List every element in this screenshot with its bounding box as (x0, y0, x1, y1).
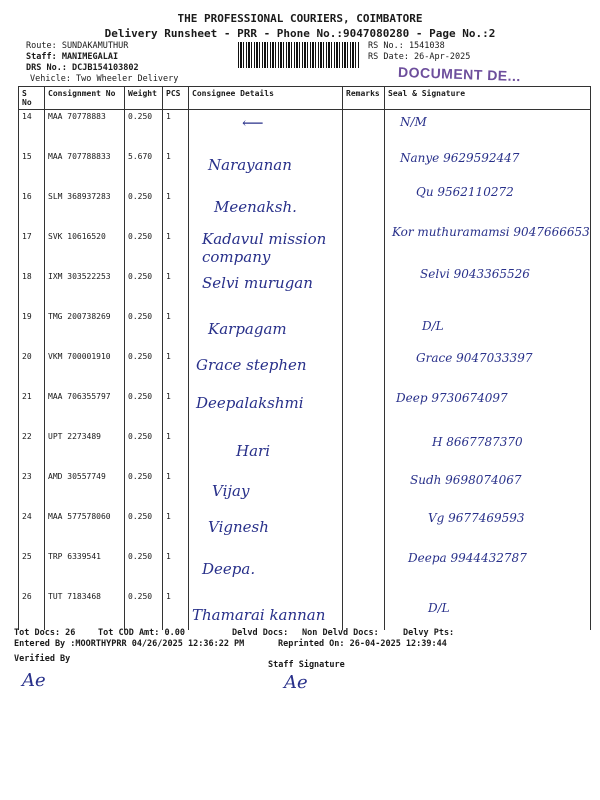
handwritten-consignee-name: Vignesh (208, 518, 269, 536)
handwritten-consignee-name: Deepalakshmi (196, 394, 304, 412)
cell-consignment-no (45, 190, 125, 230)
cell-seal-signature (385, 590, 591, 630)
handwritten-consignee-name: Narayanan (208, 156, 292, 174)
cell-seal-signature (385, 390, 591, 430)
cell-weight (125, 150, 163, 190)
cell-pcs (163, 390, 189, 430)
cell-seal-signature (385, 267, 591, 310)
handwritten-signature: Selvi 9043365526 (420, 267, 530, 281)
cell-pcs (163, 110, 189, 151)
cell-consignee (189, 310, 343, 350)
verified-signature: Ae (22, 670, 46, 691)
cell-seal-signature (385, 110, 591, 151)
cell-pcs (163, 470, 189, 510)
cell-pcs-text: 1 (166, 352, 171, 361)
cell-sno-text: 20 (22, 352, 32, 361)
cell-weight-text: 0.250 (128, 472, 153, 481)
cell-consignment-no (45, 590, 125, 630)
cell-pcs (163, 510, 189, 550)
cell-pcs-text: 1 (166, 392, 171, 401)
cell-weight (125, 390, 163, 430)
staff-signature: Ae (284, 672, 308, 693)
route-label: Route: SUNDAKAMUTHUR (26, 41, 129, 51)
cell-remarks (343, 150, 385, 190)
handwritten-consignee-name: Vijay (212, 482, 250, 500)
delvy-pts: Delvy Pts: (403, 628, 455, 638)
cell-consignment-no-text: MAA 707788833 (48, 152, 111, 161)
cell-consignment-no-text: SVK 10616520 (48, 232, 106, 241)
cell-consignment-no-text: MAA 70778883 (48, 112, 106, 121)
cell-pcs (163, 270, 189, 310)
cell-weight (125, 550, 163, 590)
cell-remarks (343, 510, 385, 550)
cell-consignment-no-text: TMG 200738269 (48, 312, 111, 321)
cell-consignment-no-text: MAA 577578060 (48, 512, 111, 521)
handwritten-signature: H 8667787370 (432, 435, 523, 449)
cell-remarks (343, 350, 385, 390)
cell-consignee (189, 590, 343, 630)
table-row (19, 110, 591, 151)
cell-sno (19, 470, 45, 510)
cell-consignee (189, 510, 343, 550)
cell-pcs-text: 1 (166, 472, 171, 481)
cell-consignment-no (45, 390, 125, 430)
table-row (19, 310, 591, 350)
cell-seal-signature (385, 225, 591, 270)
cell-consignment-no (45, 110, 125, 151)
cell-consignee (189, 190, 343, 230)
cell-weight (125, 190, 163, 230)
cell-remarks (343, 270, 385, 310)
cell-weight-text: 0.250 (128, 592, 153, 601)
rs-number: RS No.: 1541038 (368, 41, 445, 51)
cell-consignee (189, 110, 343, 151)
table-row (19, 230, 591, 270)
cell-sno-text: 16 (22, 192, 32, 201)
cell-pcs-text: 1 (166, 272, 171, 281)
cell-weight-text: 0.250 (128, 352, 153, 361)
cell-pcs-text: 1 (166, 432, 171, 441)
cell-pcs-text: 1 (166, 592, 171, 601)
cell-weight-text: 0.250 (128, 272, 153, 281)
cell-consignee (189, 550, 343, 590)
cell-seal-signature (385, 350, 591, 390)
cell-consignment-no (45, 150, 125, 190)
cell-consignment-no-text: SLM 368937283 (48, 192, 111, 201)
cell-weight-text: 0.250 (128, 112, 153, 121)
cell-sno (19, 510, 45, 550)
cell-remarks (343, 190, 385, 230)
table-row (19, 150, 591, 190)
table-row (19, 350, 591, 390)
cell-sno-text: 18 (22, 272, 32, 281)
cell-pcs (163, 590, 189, 630)
cell-pcs (163, 430, 189, 470)
cell-sno-text: 22 (22, 432, 32, 441)
tot-docs: Tot Docs: 26 (14, 628, 76, 638)
handwritten-signature: D/L (428, 601, 450, 615)
cell-consignment-no (45, 430, 125, 470)
cell-seal-signature (385, 430, 591, 470)
cell-remarks (343, 390, 385, 430)
company-title: THE PROFESSIONAL COURIERS, COIMBATORE (177, 12, 423, 25)
handwritten-consignee-name: Karpagam (208, 320, 287, 338)
header-seal-signature: Seal & Signature (385, 87, 591, 110)
cell-sno (19, 190, 45, 230)
cell-pcs-text: 1 (166, 552, 171, 561)
cell-weight-text: 0.250 (128, 512, 153, 521)
cell-seal-signature (385, 470, 591, 510)
cell-consignment-no-text: IXM 303522253 (48, 272, 111, 281)
cell-pcs-text: 1 (166, 192, 171, 201)
cell-sno-text: 24 (22, 512, 32, 521)
table-row (19, 510, 591, 550)
table-row (19, 430, 591, 470)
table-header-row (19, 87, 591, 110)
cell-consignment-no (45, 310, 125, 350)
cell-remarks (343, 310, 385, 350)
cell-consignee (189, 350, 343, 390)
runsheet-table (18, 86, 591, 630)
cell-consignment-no (45, 510, 125, 550)
cell-consignment-no (45, 230, 125, 270)
drs-label: DRS No.: DCJB154103802 (26, 63, 139, 73)
cell-sno-text: 25 (22, 552, 32, 561)
barcode (238, 42, 360, 68)
cell-sno (19, 350, 45, 390)
cell-pcs (163, 190, 189, 230)
cell-consignee (189, 470, 343, 510)
cell-pcs (163, 550, 189, 590)
cell-sno-text: 26 (22, 592, 32, 601)
cell-seal-signature (385, 185, 591, 230)
staff-label: Staff: MANIMEGALAI (26, 52, 119, 62)
cell-consignee (189, 230, 343, 270)
table-row (19, 590, 591, 630)
cell-sno (19, 110, 45, 151)
handwritten-consignee-name: Deepa. (202, 560, 256, 578)
cell-weight-text: 0.250 (128, 392, 153, 401)
cell-consignment-no (45, 470, 125, 510)
cell-weight (125, 470, 163, 510)
table-row (19, 390, 591, 430)
handwritten-consignee-name: Selvi murugan (202, 274, 313, 292)
cell-consignment-no (45, 550, 125, 590)
header-consignment: Consignment No (45, 87, 125, 110)
cell-pcs (163, 350, 189, 390)
cell-remarks (343, 590, 385, 630)
cell-seal-signature (385, 550, 591, 590)
header-pcs: PCS (163, 87, 189, 110)
header-consignee: Consignee Details (189, 87, 343, 110)
cell-seal-signature (385, 510, 591, 550)
handwritten-consignee-name: Meenaksh. (214, 198, 297, 216)
handwritten-signature: Vg 9677469593 (428, 511, 525, 525)
cell-weight-text: 0.250 (128, 432, 153, 441)
cell-pcs-text: 1 (166, 152, 171, 161)
cell-pcs-text: 1 (166, 512, 171, 521)
rs-date: RS Date: 26-Apr-2025 (368, 52, 471, 62)
cell-consignment-no (45, 270, 125, 310)
cell-sno-text: 21 (22, 392, 32, 401)
cell-consignee (189, 150, 343, 190)
document-stamp: DOCUMENT DE... (397, 63, 522, 85)
cell-remarks (343, 430, 385, 470)
cell-sno-text: 14 (22, 112, 32, 121)
vehicle-label: Vehicle: Two Wheeler Delivery (30, 74, 179, 84)
cell-consignee (189, 390, 343, 430)
handwritten-consignee-name: Thamarai kannan (192, 606, 326, 624)
cell-pcs-text: 1 (166, 312, 171, 321)
entered-by: Entered By :MOORTHYPRR 04/26/2025 12:36:22 PM (14, 639, 245, 649)
handwritten-signature: D/L (422, 319, 444, 333)
cell-consignment-no-text: VKM 700001910 (48, 352, 111, 361)
handwritten-signature: Kor muthuramamsi 9047666653 (392, 225, 590, 239)
cell-sno (19, 310, 45, 350)
cell-consignment-no-text: MAA 706355797 (48, 392, 111, 401)
cell-weight (125, 510, 163, 550)
cell-sno-text: 19 (22, 312, 32, 321)
cell-seal-signature (385, 150, 591, 190)
cell-sno (19, 550, 45, 590)
header-weight: Weight (125, 87, 163, 110)
cell-weight (125, 110, 163, 151)
cell-remarks (343, 470, 385, 510)
cell-seal-signature (385, 310, 591, 350)
reprinted-on: Reprinted On: 26-04-2025 12:39:44 (278, 639, 447, 649)
tot-cod-amt: Tot COD Amt: 0.00 (98, 628, 185, 638)
cell-sno (19, 390, 45, 430)
cell-sno (19, 270, 45, 310)
verified-by-label: Verified By (14, 654, 71, 664)
cell-consignment-no-text: TUT 7183468 (48, 592, 101, 601)
header-sno: S No (19, 87, 45, 110)
handwritten-consignee-name: Kadavul mission company (202, 230, 327, 266)
handwritten-consignee-name: Grace stephen (196, 356, 307, 374)
cell-weight-text: 0.250 (128, 552, 153, 561)
handwritten-consignee-name: ⟵ (242, 114, 264, 132)
cell-consignee (189, 270, 343, 310)
cell-weight (125, 430, 163, 470)
cell-sno-text: 23 (22, 472, 32, 481)
cell-weight (125, 270, 163, 310)
cell-weight-text: 0.250 (128, 312, 153, 321)
cell-pcs (163, 310, 189, 350)
cell-consignment-no (45, 350, 125, 390)
cell-consignment-no-text: TRP 6339541 (48, 552, 101, 561)
delvd-docs: Delvd Docs: (232, 628, 289, 638)
cell-weight-text: 0.250 (128, 232, 153, 241)
cell-weight (125, 230, 163, 270)
handwritten-signature: Nanye 9629592447 (400, 151, 520, 165)
table-row (19, 470, 591, 510)
table-row (19, 190, 591, 230)
cell-weight-text: 5.670 (128, 152, 153, 161)
handwritten-signature: Qu 9562110272 (416, 185, 514, 199)
handwritten-signature: Sudh 9698074067 (410, 473, 522, 487)
cell-sno-text: 15 (22, 152, 32, 161)
handwritten-signature: Deep 9730674097 (396, 391, 508, 405)
staff-signature-label: Staff Signature (268, 660, 345, 670)
header-remarks: Remarks (343, 87, 385, 110)
handwritten-signature: Grace 9047033397 (416, 351, 533, 365)
cell-weight (125, 350, 163, 390)
handwritten-consignee-name: Hari (236, 442, 270, 460)
runsheet-subtitle: Delivery Runsheet - PRR - Phone No.:9047080280 - Page No.:2 (104, 27, 496, 40)
cell-pcs-text: 1 (166, 112, 171, 121)
cell-pcs (163, 230, 189, 270)
cell-weight-text: 0.250 (128, 192, 153, 201)
cell-remarks (343, 550, 385, 590)
cell-pcs-text: 1 (166, 232, 171, 241)
cell-consignee (189, 430, 343, 470)
cell-pcs (163, 150, 189, 190)
cell-sno (19, 230, 45, 270)
non-delvd-docs: Non Delvd Docs: (302, 628, 379, 638)
cell-consignment-no-text: UPT 2273489 (48, 432, 101, 441)
table-row (19, 270, 591, 310)
cell-sno-text: 17 (22, 232, 32, 241)
cell-consignment-no-text: AMD 30557749 (48, 472, 106, 481)
handwritten-signature: Deepa 9944432787 (408, 551, 527, 565)
cell-weight (125, 310, 163, 350)
handwritten-signature: N/M (400, 115, 427, 129)
cell-remarks (343, 110, 385, 151)
cell-weight (125, 590, 163, 630)
cell-sno (19, 430, 45, 470)
cell-sno (19, 150, 45, 190)
cell-sno (19, 590, 45, 630)
table-row (19, 550, 591, 590)
